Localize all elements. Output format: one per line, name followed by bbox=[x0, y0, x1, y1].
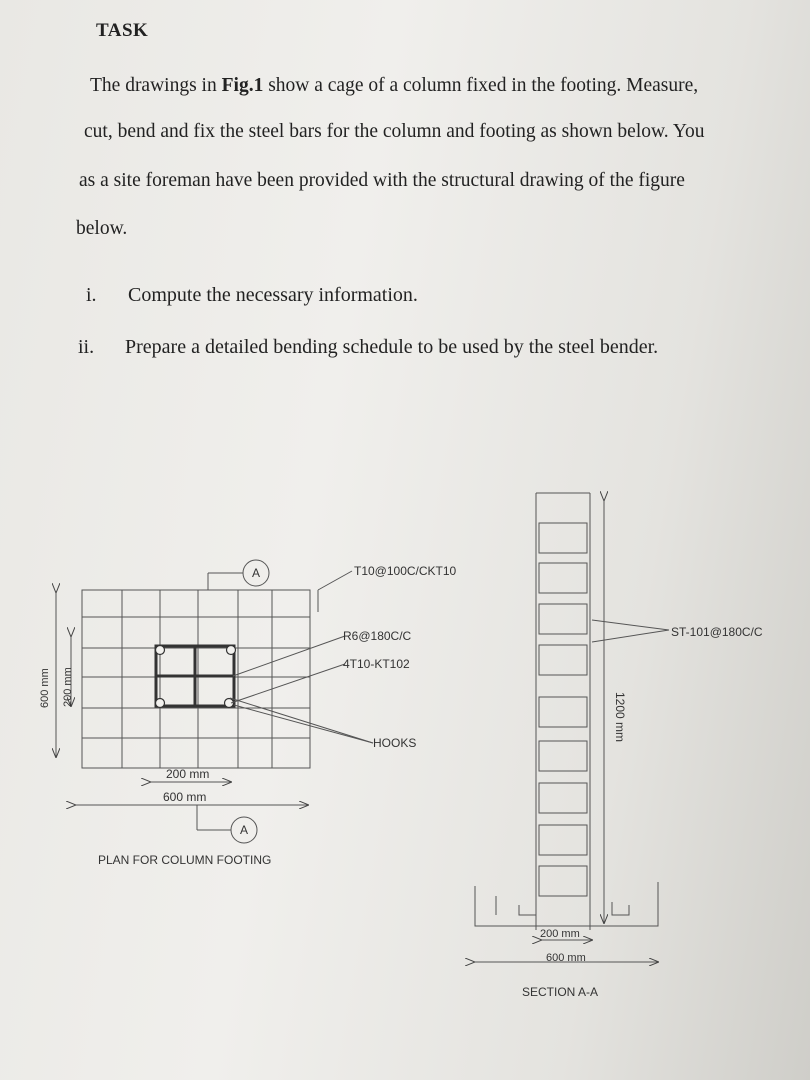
section-marker-label: A bbox=[239, 823, 249, 837]
label-t10: T10@100C/CKT10 bbox=[354, 564, 457, 578]
column-cage bbox=[156, 646, 234, 706]
list-item-number: ii. bbox=[78, 336, 95, 358]
leader-hooks bbox=[230, 698, 373, 743]
dim-label-200-section: 200 mm bbox=[540, 928, 580, 940]
label-stirrup: ST-101@180C/C bbox=[671, 625, 763, 639]
dim-label-600-section: 600 mm bbox=[546, 952, 586, 964]
dim-label-200: 200 mm bbox=[166, 767, 210, 781]
label-4t10: 4T10-KT102 bbox=[343, 657, 410, 671]
task-heading: TASK bbox=[96, 20, 149, 41]
list-item-text: Prepare a detailed bending schedule to be used by the steel bender. bbox=[125, 336, 659, 358]
leader-hooks bbox=[234, 705, 373, 743]
section-caption: SECTION A-A bbox=[522, 985, 599, 999]
paragraph-line-2: cut, bend and fix the steel bars for the column and footing as shown below. You bbox=[84, 121, 705, 142]
section-marker-label: A bbox=[251, 566, 261, 580]
dim-label-1200: 1200 mm bbox=[613, 692, 627, 743]
section-drawing bbox=[474, 493, 669, 962]
footing-bar-hook bbox=[519, 905, 536, 915]
plan-caption: PLAN FOR COLUMN FOOTING bbox=[98, 853, 272, 867]
label-hooks: HOOKS bbox=[373, 736, 417, 750]
fig-reference: Fig.1 bbox=[221, 75, 264, 96]
leader-t10 bbox=[318, 571, 352, 590]
footing-bar-hook bbox=[612, 902, 629, 915]
plan-drawing bbox=[56, 560, 373, 843]
paragraph-line-4: below. bbox=[76, 218, 128, 239]
paragraph-line-3: as a site foreman have been provided with the structural drawing of the figure bbox=[79, 170, 685, 191]
list-item-text: Compute the necessary information. bbox=[128, 284, 418, 306]
label-r6: R6@180C/C bbox=[343, 629, 412, 643]
leader-4t10 bbox=[231, 664, 345, 703]
list-item-number: i. bbox=[86, 284, 97, 306]
dim-label-v200: 200 mm bbox=[62, 667, 74, 707]
paragraph-line-1-post: show a cage of a column fixed in the footing. Measure, bbox=[263, 75, 699, 96]
dim-label-v600: 600 mm bbox=[39, 668, 51, 708]
dim-label-600: 600 mm bbox=[163, 790, 207, 804]
paragraph-line-1-pre: The drawings in bbox=[90, 75, 222, 96]
footing-bar-bottom bbox=[475, 882, 658, 926]
stirrups bbox=[539, 523, 587, 896]
